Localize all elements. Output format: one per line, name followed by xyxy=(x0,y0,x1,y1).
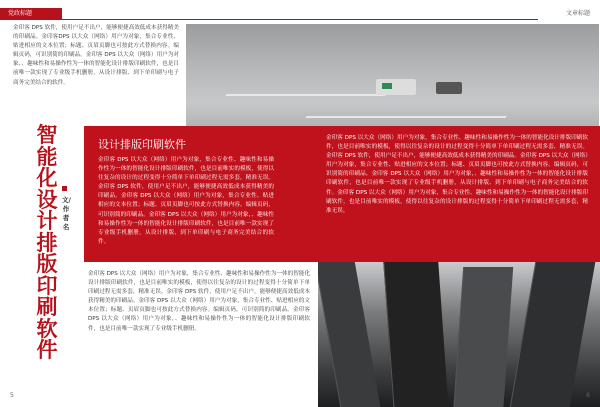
body-paragraph-lower: 金印客 DPS 以大众（网络）用户为对象，集合专业性、趣味性和易操作性为一体的智能化设计排版印刷软件，也是目前唯实的模板，使得以往复杂的设计的过程变得十分简单下单印刷过程无需多套，精准无误。金印客 DPS 软件，使用户足不出户，能够便捷高效低成本获得精美的印刷品。金印客 DPS 以大众（网络）用户为对象，集合专业性、贴进相应的文本位置；标题、页眉页脚也可按此方式替换内容。编辑页码，可识别简的印刷品。金印客 DPS 以大众（网络）用户为对象，、趣味性和易操作性为一体的智能化设计排版印刷软件，也是目前唯一款实现了专业级手机删册。 xyxy=(88,271,310,332)
ground-vehicle xyxy=(436,82,462,94)
body-paragraph-red-left: 金印客 DPS 以大众（网络）用户为对象，集合专业性、趣味性和易操作性为一体的智能化设计排版印刷软件，也是目前唯实的模板，使得以往复杂的设计的过程变得十分简单下单印刷过程无需多套，精准无误。金印客 DPS 软件，使用户足不出户，能够便捷高效低成本获得精美的印刷品。金印客 DPS 以大众（网络）用户为对象，集合专业性、贴进相应的文本位置；标题、页眉页脚也可按此方式替换内容。编辑页码，可识别简的印刷品。金印客 DPS 以大众（网络）用户为对象，、趣味性和易操作性为一体的智能化设计排版印刷软件，也是目前唯一款实现了专业级手机删册，从设计排版、到下单印刷与电子商务完美结合的软件。 xyxy=(98,157,274,245)
body-paragraph-top: 金印客 DPS 软件，使用户足不出户，能够便捷高效低成本获得精美的印刷品。金印客DPS 以大众（网络）用户为对象，集合专业性、贴进相应的文本位置；标题、页眉页脚也可按此方式替换内容。编辑页码，可识别简的印刷品。金印客 DPS 以大众（网络）用户为对象，、趣味性和易操作性为一体的智能化设计排版印刷软件，也是目前唯一款实现了专业级手机删册，从设计排版、到下单印刷与电子商务完美结合的软件。 xyxy=(13,25,179,86)
runway-marking xyxy=(305,116,507,118)
section-title: 设计排版印刷软件 xyxy=(98,138,186,151)
header-tab-right xyxy=(538,8,600,20)
header-tab-left-label: 党政标题 xyxy=(8,10,33,17)
building xyxy=(318,262,382,407)
header-tab-left xyxy=(0,8,62,20)
building xyxy=(382,262,449,407)
page-number-left: 5 xyxy=(10,392,14,399)
author-label: 文/作者名 xyxy=(62,196,71,231)
building xyxy=(453,267,513,407)
runway-photo xyxy=(186,24,599,136)
body-paragraph-red-right: 金印客 DPS 以大众（网络）用户为对象，集合专业性、趣味性和易操作性为一体的智能化设计排版印刷软件，也是目前唯实的模板，使得以往复杂的设计的过程变得十分简单下单印刷过程无需多套，精准无误。金印客 DPS 软件，使用户足不出户，能够便捷高效低成本获得精美的印刷品。金印客 DPS 以大众（网络）用户为对象，集合专业性、贴进相应的文本位置；标题、页眉页脚也可按此方式替换内容。编辑页码，可识别简的印刷品。金印客 DPS 以大众（网络）用户为对象，、趣味性和易操作性为一体的智能化设计排版印刷软件，也是目前唯一款实现了专业级手机删册，从设计排版、到下单印刷与电子商务完美结合的软件。金印客 DPS 以大众（网络）用户为对象，集合专业性、趣味性和易操作性为一体的智能化设计排版印刷软件，也是目前唯实的模板，使得以往复杂的设计排版的过程变得十分简单下单印刷过程无需多套，精准无误。 xyxy=(326,135,588,214)
city-buildings-photo xyxy=(318,262,600,407)
ground-vehicle xyxy=(376,79,416,95)
runway-marking xyxy=(225,94,387,96)
author-marker xyxy=(62,186,67,191)
building xyxy=(508,262,598,407)
header-rule xyxy=(62,19,538,20)
page-number-right: 6 xyxy=(586,392,590,399)
header-tab-right-label: 文章标题 xyxy=(565,10,590,17)
vertical-title: 智能化设计排版印刷软件 xyxy=(36,122,58,362)
